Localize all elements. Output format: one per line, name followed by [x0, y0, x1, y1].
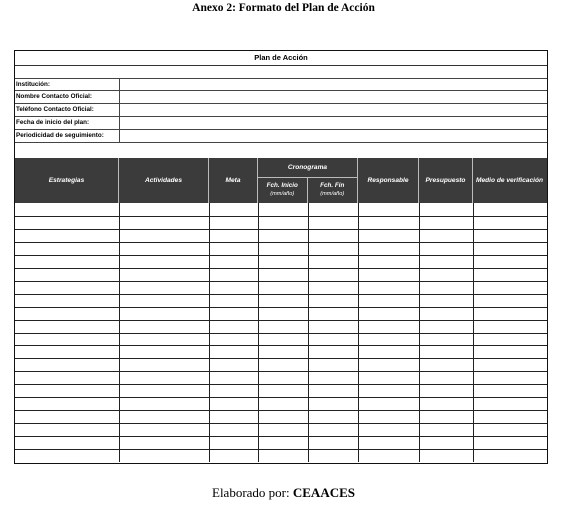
table-body-grid	[15, 203, 547, 462]
header-responsable: Responsable	[358, 158, 419, 203]
document-title: Anexo 2: Formato del Plan de Acción	[192, 2, 375, 14]
info-label: Teléfono Contacto Oficial:	[16, 106, 94, 113]
footer	[0, 485, 567, 501]
header-presupuesto: Presupuesto	[419, 158, 473, 203]
footer-org: CEAACES	[292, 485, 355, 500]
row-divider	[15, 345, 547, 346]
header-medio-verificacion: Medio de verificación	[475, 177, 544, 184]
header-fch-fin	[308, 178, 358, 203]
info-value-cell[interactable]	[119, 91, 547, 103]
row-divider	[15, 333, 547, 334]
row-divider	[15, 320, 547, 321]
row-divider	[15, 242, 547, 243]
row-divider	[15, 281, 547, 282]
row-divider	[15, 449, 547, 450]
row-divider	[15, 294, 547, 295]
row-divider	[15, 255, 547, 256]
plan-title: Plan de Acción	[15, 51, 547, 66]
header-estrategias: Estrategias	[15, 158, 119, 203]
row-divider	[15, 307, 547, 308]
table-header	[15, 158, 547, 203]
row-divider	[15, 397, 547, 398]
header-meta: Meta	[209, 158, 258, 203]
fch-fin-label: Fch. Fin	[320, 182, 345, 189]
row-divider	[15, 371, 547, 372]
fch-fin-format: (mm/año)	[320, 191, 345, 197]
row-divider	[15, 384, 547, 385]
row-divider	[15, 410, 547, 411]
header-fch-inicio	[258, 178, 308, 203]
footer-prefix: Elaborado por:	[212, 485, 293, 500]
column-divider	[473, 203, 474, 462]
action-plan-sheet	[14, 50, 548, 464]
info-label: Periodicidad de seguimiento:	[16, 132, 104, 139]
column-divider	[358, 203, 359, 462]
row-divider	[15, 436, 547, 437]
info-row-periodicidad	[15, 130, 547, 143]
fch-inicio-label: Fch. Inicio	[266, 182, 298, 189]
info-value-cell[interactable]	[119, 104, 547, 116]
info-label: Institución:	[16, 81, 50, 88]
info-label: Nombre Contacto Oficial:	[16, 93, 92, 100]
cronograma-title: Cronograma	[258, 158, 357, 178]
header-actividades: Actividades	[119, 158, 209, 203]
column-divider	[419, 203, 420, 462]
column-divider	[308, 203, 309, 462]
fch-inicio-format: (mm/año)	[270, 191, 295, 197]
row-divider	[15, 358, 547, 359]
header-cronograma	[258, 158, 358, 203]
info-row-telefono-contacto	[15, 104, 547, 117]
info-row-nombre-contacto	[15, 91, 547, 104]
row-divider	[15, 229, 547, 230]
info-row-institucion	[15, 78, 547, 91]
row-divider	[15, 216, 547, 217]
info-row-fecha-inicio	[15, 117, 547, 130]
row-divider	[15, 268, 547, 269]
column-divider	[119, 203, 120, 462]
row-divider	[15, 423, 547, 424]
info-value-cell[interactable]	[119, 79, 547, 91]
column-divider	[209, 203, 210, 462]
column-divider	[258, 203, 259, 462]
info-label: Fecha de inicio del plan:	[16, 119, 90, 126]
info-value-cell[interactable]	[119, 117, 547, 129]
info-value-cell[interactable]	[119, 130, 547, 142]
